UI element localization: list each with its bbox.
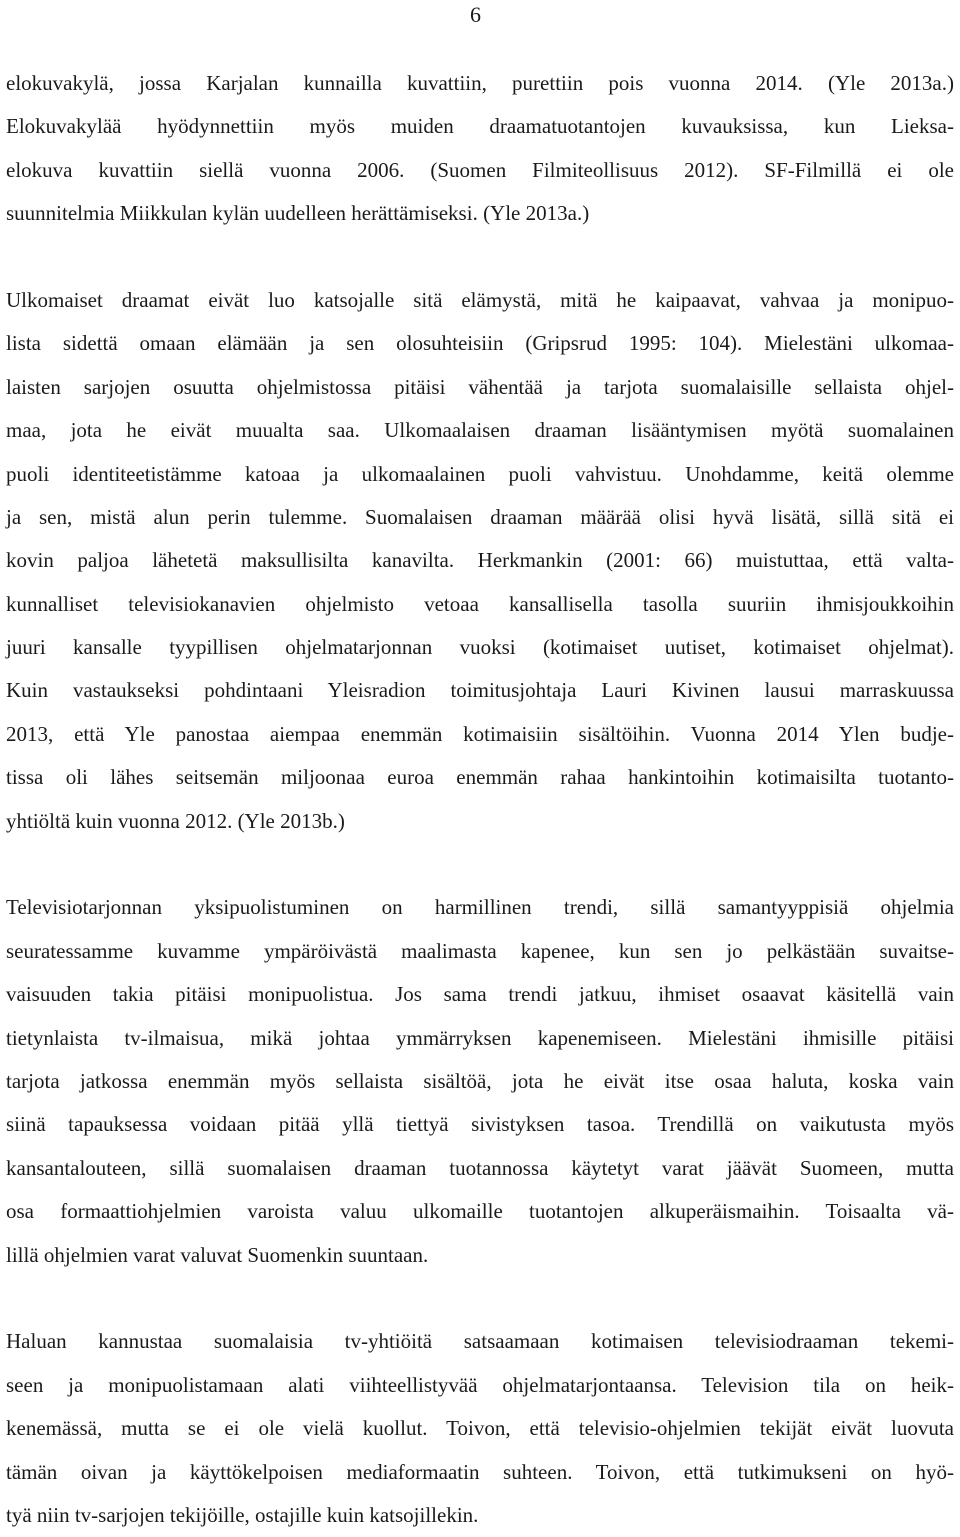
text-line: puoli identiteetistämme katoaa ja ulkomaalainen puoli vahvistuu. Unohdamme, keitä olemme	[6, 461, 954, 486]
text-line: osa formaattiohjelmien varoista valuu ulkomaille tuotantojen alkuperäismaihin. Toisaalta vä-	[6, 1199, 954, 1224]
text-line: kunnalliset televisiokanavien ohjelmisto vetoaa kansallisella tasolla suuriin ihmisjoukkoihin	[6, 591, 954, 616]
text-line: tarjota jatkossa enemmän myös sellaista sisältöä, jota he eivät itse osaa haluta, koska vain	[6, 1068, 954, 1093]
text-line: ja sen, mistä alun perin tulemme. Suomalaisen draaman määrää olisi hyvä lisätä, sillä sitä ei	[6, 504, 954, 529]
text-line: Elokuvakylää hyödynnettiin myös muiden draamatuotantojen kuvauksissa, kun Lieksa-	[6, 114, 954, 139]
paragraph-2	[6, 279, 954, 843]
paragraph-3	[6, 886, 954, 1277]
text-line: lista sidettä omaan elämään ja sen olosuhteisiin (Gripsrud 1995: 104). Mielestäni ulkomaa-	[6, 331, 954, 356]
text-line: yhtiöltä kuin vuonna 2012. (Yle 2013b.)	[6, 808, 345, 833]
text-line: elokuvakylä, jossa Karjalan kunnailla kuvattiin, purettiin pois vuonna 2014. (Yle 2013a.)	[6, 71, 954, 95]
text-line: 2013, että Yle panostaa aiempaa enemmän kotimaisiin sisältöihin. Vuonna 2014 Ylen budje-	[6, 721, 954, 746]
text-line: seuratessamme kuvamme ympäröivästä maalimasta kapenee, kun sen jo pelkästään suvaitse-	[6, 938, 954, 963]
text-line: Televisiotarjonnan yksipuolistuminen on harmillinen trendi, sillä samantyyppisiä ohjelmia	[6, 895, 954, 920]
text-line: seen ja monipuolistamaan alati viihteellistyvää ohjelmatarjontaansa. Television tila on heik-	[6, 1372, 954, 1397]
text-line: tämän oivan ja käyttökelpoisen mediaformaatin suhteen. Toivon, että tutkimukseni on hyö-	[6, 1459, 954, 1484]
text-line: tietynlaista tv-ilmaisua, mikä johtaa ymmärryksen kapenemiseen. Mielestäni ihmisille pitäisi	[6, 1025, 954, 1050]
text-line: elokuva kuvattiin siellä vuonna 2006. (Suomen Filmiteollisuus 2012). SF-Filmillä ei ole	[6, 157, 954, 182]
paragraph-spacer	[6, 843, 954, 886]
paragraph-1	[6, 62, 954, 236]
text-line: tyä niin tv-sarjojen tekijöille, ostajille kuin katsojillekin.	[6, 1502, 479, 1527]
text-line: Ulkomaiset draamat eivät luo katsojalle sitä elämystä, mitä he kaipaavat, vahvaa ja monipuo-	[6, 287, 954, 312]
text-line: kansantalouteen, sillä suomalaisen draaman tuotannossa käytetyt varat jäävät Suomeen, mutta	[6, 1155, 954, 1180]
text-line: suunnitelmia Miikkulan kylän uudelleen herättämiseksi. (Yle 2013a.)	[6, 201, 590, 226]
text-line: siinä tapauksessa voidaan pitää yllä tiettyä sivistyksen tasoa. Trendillä on vaikutusta myös	[6, 1112, 954, 1137]
text-line: kenemässä, mutta se ei ole vielä kuollut. Toivon, että televisio-ohjelmien tekijät eivät luovuta	[6, 1416, 954, 1441]
text-line: tissa oli lähes seitsemän miljoonaa euroa enemmän rahaa hankintoihin kotimaisilta tuotanto-	[6, 765, 954, 790]
text-line: lillä ohjelmien varat valuvat Suomenkin suuntaan.	[6, 1242, 429, 1267]
page-number: 6	[470, 2, 481, 27]
text-line: laisten sarjojen osuutta ohjelmistossa pitäisi vähentää ja tarjota suomalaisille sellaista ohjel-	[6, 374, 954, 399]
document-body	[6, 62, 954, 1537]
text-line: maa, jota he eivät muualta saa. Ulkomaalaisen draaman lisääntymisen myötä suomalainen	[6, 418, 954, 443]
text-line: juuri kansalle tyypillisen ohjelmatarjonnan vuoksi (kotimaiset uutiset, kotimaiset ohjelmat).	[6, 635, 954, 660]
paragraph-4	[6, 1320, 954, 1537]
text-line: kovin paljoa lähetetä maksullisilta kanavilta. Herkmankin (2001: 66) muistuttaa, että valta-	[6, 548, 954, 573]
text-line: Kuin vastaukseksi pohdintaani Yleisradion toimitusjohtaja Lauri Kivinen lausui marraskuussa	[6, 678, 954, 703]
text-line: vaisuuden takia pitäisi monipuolistua. Jos sama trendi jatkuu, ihmiset osaavat käsitellä vain	[6, 982, 954, 1007]
paragraph-spacer	[6, 1277, 954, 1320]
paragraph-spacer	[6, 236, 954, 279]
text-line: Haluan kannustaa suomalaisia tv-yhtiöitä satsaamaan kotimaisen televisiodraaman tekemi-	[6, 1329, 954, 1354]
